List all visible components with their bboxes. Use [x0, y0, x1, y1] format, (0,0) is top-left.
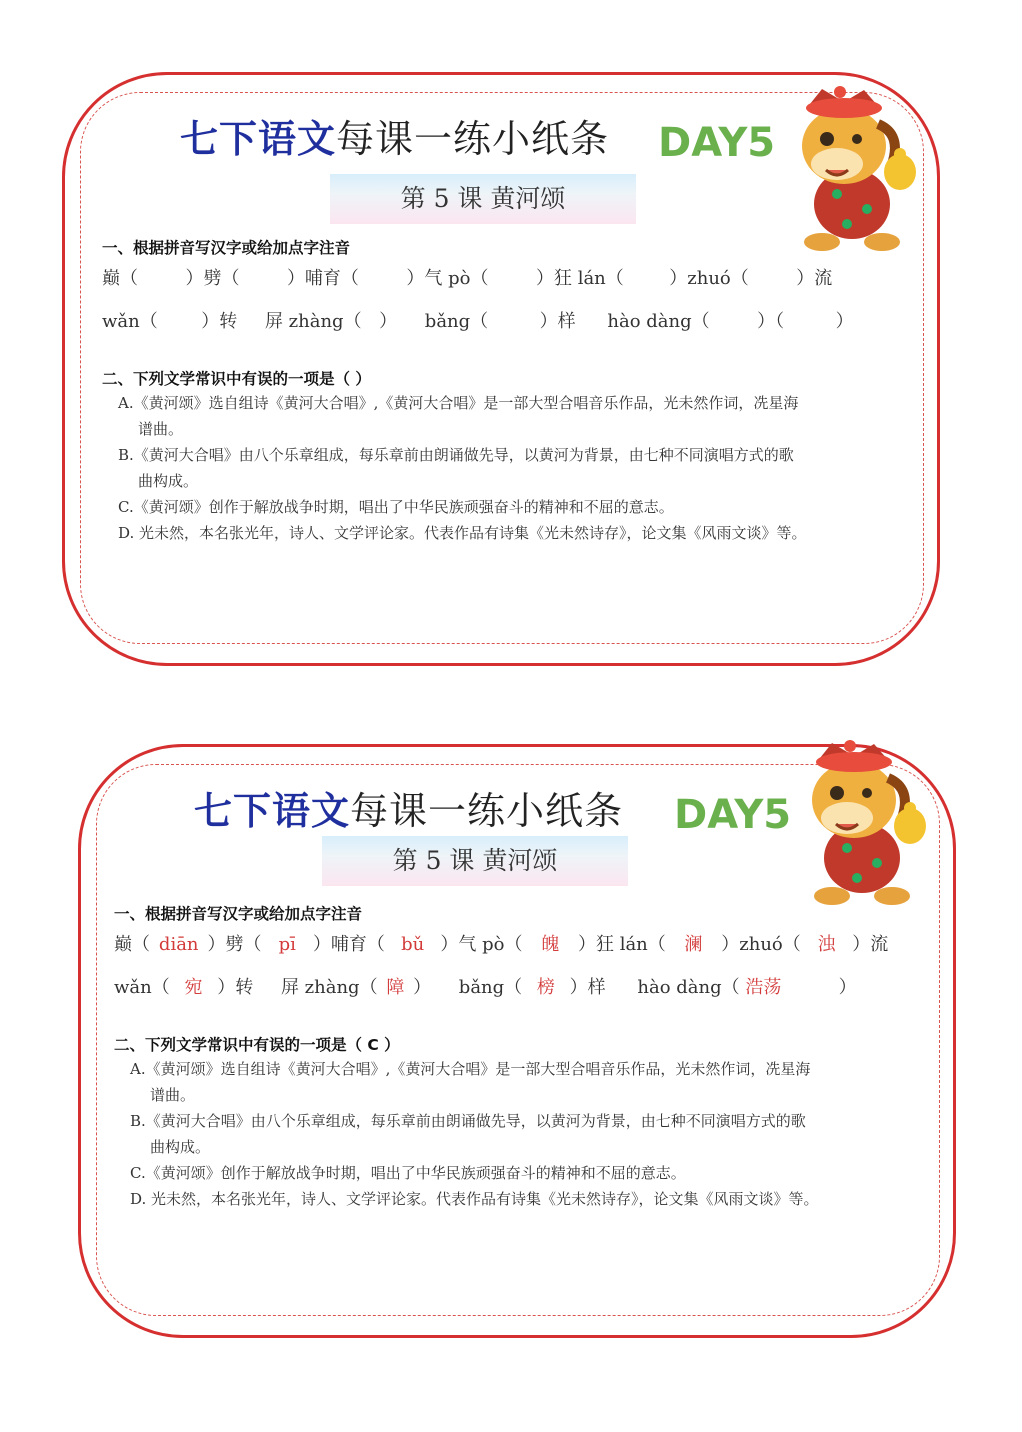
row-item: 巅（ [114, 934, 150, 955]
row-item: wǎn（ [102, 311, 158, 332]
pinyin-row-2 [114, 973, 857, 999]
lesson-banner: 第 5 课 黄河颂 [330, 174, 636, 224]
option-b: B.《黄河大合唱》由八个乐章组成，每乐章前由朗诵做先导，以黄河为背景，由七种不同演唱方式的歌 [130, 1112, 806, 1130]
answer-blank[interactable]: 浊 [817, 934, 836, 955]
row-item: ） [379, 311, 398, 332]
row-item: ）转 [217, 977, 254, 998]
option-d: D. 光未然，本名张光年，诗人、文学评论家。代表作品有诗集《光未然诗存》，论文集《风雨文谈》等。 [118, 524, 807, 542]
row-item: ） [413, 977, 432, 998]
row-item: ）流 [796, 268, 833, 289]
answer-blank[interactable]: bǔ [401, 934, 425, 955]
option-c: C.《黄河颂》创作于解放战争时期，唱出了中华民族顽强奋斗的精神和不屈的意志。 [130, 1164, 686, 1182]
row-item: bǎng（ [424, 311, 489, 332]
row-item: hào dàng（ [607, 311, 710, 332]
answer-blank[interactable]: 澜 [684, 934, 703, 955]
row-item: ）气 pò（ [406, 268, 489, 289]
row-item: ）劈（ [185, 268, 240, 289]
answer-blank[interactable]: 榜 [536, 977, 555, 998]
row-item: ）zhuó（ [669, 268, 749, 289]
answer-blank[interactable]: diān [158, 934, 199, 955]
row-item: wǎn（ [114, 977, 170, 998]
day-label: DAY5 [658, 120, 776, 166]
question-1-heading: 一、根据拼音写汉字或给加点字注音 [114, 905, 363, 923]
row-item: 屏 zhàng（ [264, 311, 362, 332]
page-title: 七下语文每课一练小纸条 [180, 117, 610, 161]
option-a-cont: 谱曲。 [150, 1086, 196, 1104]
row-item: 巅（ [102, 268, 138, 289]
option-b-cont: 曲构成。 [138, 472, 199, 490]
horse-mascot-icon [782, 84, 922, 254]
row-item: ）转 [201, 311, 238, 332]
question-2-heading: 二、下列文学常识中有误的一项是（ ） [102, 370, 371, 388]
question-2-heading: 二、下列文学常识中有误的一项是（ C ） [114, 1036, 400, 1054]
answer-blank[interactable]: 宛 [184, 977, 203, 998]
row-item: ）狂 lán（ [577, 934, 666, 955]
answer-blank[interactable]: 障 [386, 977, 405, 998]
option-b-cont: 曲构成。 [150, 1138, 211, 1156]
row-item: ） [838, 977, 857, 998]
row-item: ）样 [569, 977, 606, 998]
row-item: ） [835, 311, 854, 332]
row-item: ）劈（ [207, 934, 262, 955]
option-a: A.《黄河颂》选自组诗《黄河大合唱》,《黄河大合唱》是一部大型合唱音乐作品，光未然作词，冼星海 [130, 1060, 811, 1078]
row-item: ）（ [757, 311, 785, 332]
option-a: A.《黄河颂》选自组诗《黄河大合唱》,《黄河大合唱》是一部大型合唱音乐作品，光未然作词，冼星海 [118, 394, 799, 412]
answer-blank[interactable]: 魄 [541, 934, 560, 955]
pinyin-row-2 [102, 307, 854, 333]
row-item: ）zhuó（ [721, 934, 801, 955]
row-item: ）气 pò（ [440, 934, 523, 955]
question-1-heading: 一、根据拼音写汉字或给加点字注音 [102, 239, 351, 257]
row-item: ）样 [539, 311, 576, 332]
option-b: B.《黄河大合唱》由八个乐章组成，每乐章前由朗诵做先导，以黄河为背景，由七种不同演唱方式的歌 [118, 446, 794, 464]
day-label: DAY5 [674, 792, 792, 838]
answer-blank[interactable]: pī [278, 934, 296, 955]
answer-blank[interactable]: 浩荡 [745, 977, 782, 998]
option-d: D. 光未然，本名张光年，诗人、文学评论家。代表作品有诗集《光未然诗存》，论文集《风雨文谈》等。 [130, 1190, 819, 1208]
page-title: 七下语文每课一练小纸条 [194, 789, 624, 833]
option-c: C.《黄河颂》创作于解放战争时期，唱出了中华民族顽强奋斗的精神和不屈的意志。 [118, 498, 674, 516]
pinyin-row-1 [102, 264, 832, 290]
row-item: hào dàng（ [637, 977, 740, 998]
row-item: ）流 [852, 934, 889, 955]
row-item: ）哺育（ [312, 934, 385, 955]
pinyin-row-1 [114, 930, 888, 956]
option-a-cont: 谱曲。 [138, 420, 184, 438]
row-item: bǎng（ [458, 977, 523, 998]
lesson-banner: 第 5 课 黄河颂 [322, 836, 628, 886]
row-item: 屏 zhàng（ [280, 977, 378, 998]
row-item: ）哺育（ [286, 268, 359, 289]
horse-mascot-icon [792, 738, 932, 908]
row-item: ）狂 lán（ [535, 268, 624, 289]
